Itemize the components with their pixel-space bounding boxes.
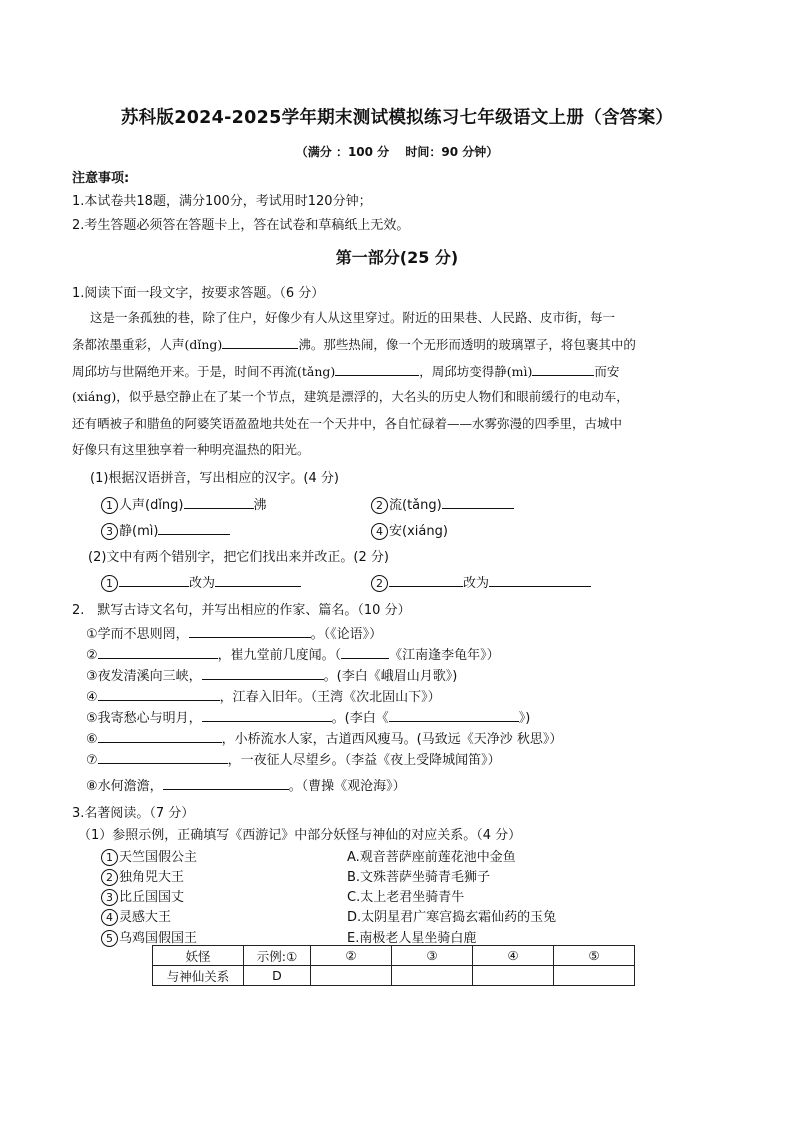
answer-blank[interactable] bbox=[202, 665, 324, 680]
poem-line: ⑤我寄愁心与明月， 。(李白《 》) bbox=[86, 707, 530, 726]
table-header-cell: ④ bbox=[473, 946, 554, 966]
answer-blank[interactable] bbox=[442, 494, 514, 509]
table-answer-cell[interactable] bbox=[554, 966, 635, 986]
sub-question: （1）参照示例，正确填写《西游记》中部分妖怪与神仙的对应关系。（4 分） bbox=[78, 828, 522, 843]
table-answer-cell[interactable] bbox=[311, 966, 392, 986]
correction-item-2: 2 改为 bbox=[371, 572, 591, 592]
answer-blank[interactable] bbox=[335, 361, 419, 376]
table-answer-cell: D bbox=[244, 966, 311, 986]
table-header-cell: 妖怪 bbox=[153, 946, 244, 966]
answer-blank[interactable] bbox=[158, 520, 230, 535]
notice-item: 2.考生答题必须答在答题卡上，答在试卷和草稿纸上无效。 bbox=[72, 218, 410, 233]
passage-line: 条都浓墨重彩，人声(dǐng) 沸。那些热闹，像一个无形而透明的玻璃罩子，将包裹其中的 bbox=[72, 334, 636, 353]
question-3-stem: 3.名著阅读。（7 分） bbox=[72, 806, 195, 821]
pinyin-item-2: 2 流(tǎng) bbox=[371, 494, 514, 514]
poem-line: ④ ，江春入旧年。（王湾《次北固山下》） bbox=[86, 686, 441, 705]
monster-item: 4 灵感大王 bbox=[101, 906, 171, 926]
passage-line: 还有晒被子和腊鱼的阿婆笑语盈盈地共处在一个天井中，各自忙碌着——水雾弥漫的四季里，古城中 bbox=[72, 416, 623, 431]
deity-item: A.观音菩萨座前莲花池中金鱼 bbox=[347, 850, 516, 865]
question-1-stem: 1.阅读下面一段文字，按要求答题。（6 分） bbox=[72, 286, 325, 301]
deity-item: D.太阴星君广寒宫捣玄霜仙药的玉兔 bbox=[347, 910, 557, 925]
answer-blank[interactable] bbox=[341, 644, 389, 659]
passage-line: 这是一条孤独的巷，除了住户，好像少有人从这里穿过。附近的田果巷、人民路、皮市街，每一 bbox=[90, 310, 616, 325]
table-header-cell: ② bbox=[311, 946, 392, 966]
answer-blank[interactable] bbox=[389, 572, 463, 587]
table-answer-cell[interactable] bbox=[473, 966, 554, 986]
table-row-head: 与神仙关系 bbox=[153, 966, 244, 986]
page-subtitle: （满分 ：100 分 时间：90 分钟） bbox=[295, 145, 499, 159]
notice-heading: 注意事项: bbox=[72, 171, 130, 186]
answer-blank[interactable] bbox=[489, 572, 591, 587]
sub-question: (1)根据汉语拼音，写出相应的汉字。(4 分) bbox=[90, 471, 339, 486]
monster-item: 1 天竺国假公主 bbox=[101, 846, 197, 866]
page-title: 苏科版2024-2025学年期末测试模拟练习七年级语文上册（含答案） bbox=[120, 108, 674, 128]
pinyin-item-4: 4 安(xiáng) bbox=[371, 520, 448, 540]
poem-line: ② ，崔九堂前几度闻。（ 《江南逢李龟年》） bbox=[86, 644, 500, 663]
monster-item: 5 乌鸡国假国王 bbox=[101, 927, 197, 947]
passage-line: 好像只有这里独享着一种明亮温热的阳光。 bbox=[72, 442, 310, 457]
answer-blank[interactable] bbox=[202, 707, 332, 722]
deity-item: C.太上老君坐骑青牛 bbox=[347, 890, 465, 905]
answer-blank[interactable] bbox=[532, 361, 594, 376]
answer-blank[interactable] bbox=[184, 494, 254, 509]
poem-line: ①学而不思则罔， 。（《论语》） bbox=[86, 623, 382, 642]
table-answer-cell[interactable] bbox=[392, 966, 473, 986]
passage-line: (xiáng)，似乎悬空静止在了某一个节点，建筑是漂浮的，大名头的历史人物们和眼前缓行的电动车， bbox=[72, 389, 629, 404]
answer-blank[interactable] bbox=[163, 775, 289, 790]
answer-blank[interactable] bbox=[189, 623, 311, 638]
monster-item: 2 独角兕大王 bbox=[101, 866, 184, 886]
answer-blank[interactable] bbox=[98, 749, 228, 764]
answer-blank[interactable] bbox=[98, 644, 218, 659]
deity-item: E.南极老人星坐骑白鹿 bbox=[347, 931, 477, 946]
answer-blank[interactable] bbox=[215, 572, 301, 587]
table-header-cell: ③ bbox=[392, 946, 473, 966]
notice-item: 1.本试卷共18题，满分100分，考试用时120分钟； bbox=[72, 194, 372, 209]
poem-line: ⑦ ，一夜征人尽望乡。（李益《夜上受降城闻笛》） bbox=[86, 749, 501, 768]
answer-blank[interactable] bbox=[389, 707, 519, 722]
answer-blank[interactable] bbox=[98, 686, 220, 701]
answer-blank[interactable] bbox=[222, 334, 298, 349]
answer-table bbox=[152, 945, 635, 986]
correction-item-1: 1 改为 bbox=[101, 572, 301, 592]
sub-question: (2)文中有两个错别字，把它们找出来并改正。(2 分) bbox=[88, 550, 389, 565]
poem-line: ③夜发清溪向三峡， 。(李白《峨眉山月歌》) bbox=[86, 665, 457, 684]
deity-item: B.文殊菩萨坐骑青毛狮子 bbox=[347, 870, 491, 885]
table-header-cell: ⑤ bbox=[554, 946, 635, 966]
monster-item: 3 比丘国国丈 bbox=[101, 886, 184, 906]
table-header-cell: 示例:① bbox=[244, 946, 311, 966]
poem-line: ⑥ ，小桥流水人家，古道西风瘦马。(马致远《天净沙 秋思》） bbox=[86, 728, 562, 747]
part-title: 第一部分(25 分) bbox=[335, 248, 459, 267]
question-2-stem: 2. 默写古诗文名句，并写出相应的作家、篇名。（10 分） bbox=[72, 603, 411, 618]
poem-line: ⑧水何澹澹， 。（曹操《观沧海》） bbox=[86, 775, 406, 794]
answer-blank[interactable] bbox=[98, 728, 222, 743]
pinyin-item-1: 1 人声(dǐng) 沸 bbox=[101, 494, 267, 514]
pinyin-item-3: 3 静(mì) bbox=[101, 520, 230, 540]
passage-line: 周邱坊与世隔绝开来。于是，时间不再流(tǎng) ，周邱坊变得静(mì) 而安 bbox=[72, 361, 619, 380]
answer-blank[interactable] bbox=[119, 572, 189, 587]
